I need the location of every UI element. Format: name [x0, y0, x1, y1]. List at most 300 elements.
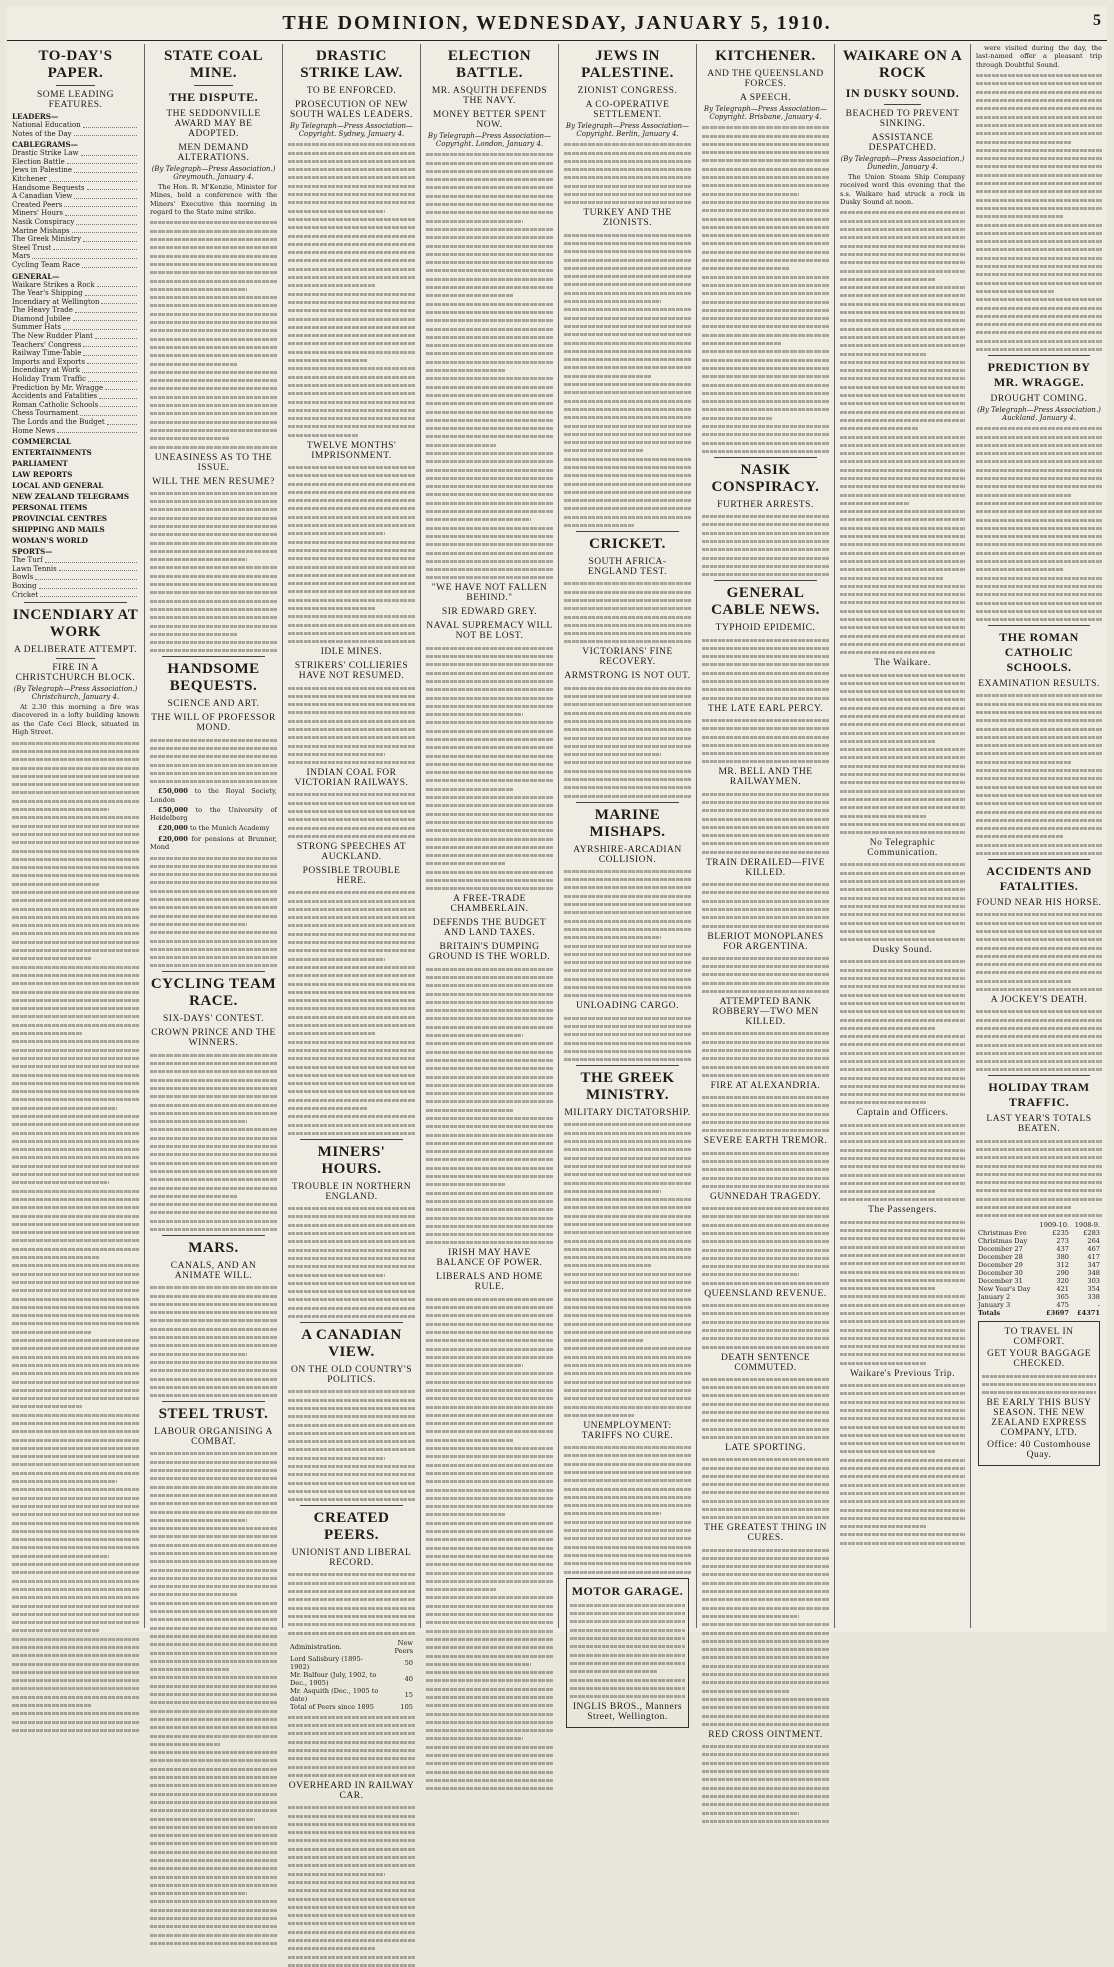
text-line — [702, 1467, 829, 1470]
text-line — [564, 695, 691, 698]
text-line — [150, 1900, 277, 1903]
text-line — [426, 804, 553, 807]
text-line — [288, 1224, 415, 1227]
text-line — [288, 425, 415, 428]
text-line — [702, 1648, 829, 1651]
index-item-label: Imports and Exports — [12, 357, 85, 366]
text-line — [426, 838, 553, 841]
text-line — [840, 1043, 965, 1046]
text-line — [150, 780, 277, 783]
ad-body — [982, 1375, 1096, 1395]
divider — [162, 1235, 265, 1236]
text-line — [426, 1076, 553, 1079]
text-line — [150, 1884, 277, 1887]
text-line — [288, 607, 376, 610]
text-line — [12, 1505, 139, 1508]
text-line — [150, 1618, 277, 1621]
text-line — [702, 325, 829, 328]
text-line — [288, 160, 415, 163]
text-line — [702, 1590, 829, 1593]
text-line — [702, 1224, 829, 1227]
text-line — [564, 516, 691, 519]
text-line — [426, 1721, 553, 1724]
bequest-recipient: for pensions at Brunner, Mond — [150, 834, 277, 851]
text-line — [564, 325, 691, 328]
index-item — [12, 252, 139, 261]
text-line — [150, 1859, 277, 1862]
text-line — [426, 1688, 553, 1691]
text-line — [702, 1723, 829, 1726]
text-line — [976, 494, 1072, 497]
text-line — [564, 870, 691, 873]
text-line — [288, 590, 415, 593]
table-cell: 312 — [1056, 1261, 1069, 1270]
article-subheading: FOUND NEAR HIS HORSE. — [976, 898, 1102, 909]
text-line — [840, 880, 965, 883]
text-line — [426, 386, 553, 389]
article-heading: A CANADIAN VIEW. — [301, 1327, 402, 1361]
text-line — [288, 367, 415, 370]
text-line — [426, 1787, 553, 1790]
text-line — [564, 761, 691, 764]
index-section: NEW ZEALAND TELEGRAMS — [12, 492, 130, 502]
ad-body — [570, 1604, 685, 1698]
text-line — [702, 384, 829, 387]
index-item-label: Kitchener — [12, 174, 47, 183]
text-line — [150, 608, 277, 611]
text-line — [702, 1329, 829, 1332]
text-line — [150, 1552, 277, 1555]
article-heading: MINERS' HOURS. — [317, 1143, 386, 1177]
column-6 — [697, 44, 835, 1740]
table-cell: 347 — [1087, 1261, 1100, 1270]
article-subheading: SIR EDWARD GREY. — [441, 607, 538, 618]
text-line — [288, 720, 415, 723]
text-line — [840, 1392, 965, 1395]
text-line — [288, 524, 415, 527]
bequest-item — [150, 824, 277, 832]
text-line — [150, 923, 247, 926]
text-line — [12, 874, 139, 877]
text-line — [288, 1607, 415, 1610]
text-line — [288, 1873, 385, 1876]
text-line — [12, 941, 139, 944]
table-cell: 348 — [1087, 1269, 1100, 1278]
text-line — [150, 1494, 277, 1497]
text-line — [702, 425, 829, 428]
text-line — [288, 1099, 415, 1102]
article-heading: THE ROMAN CATHOLIC SCHOOLS. — [999, 630, 1079, 675]
text-line — [150, 1477, 277, 1480]
article-body — [288, 1573, 415, 1634]
text-line — [150, 396, 277, 399]
text-line — [840, 806, 965, 809]
text-line — [150, 1378, 277, 1381]
text-line — [976, 331, 1102, 334]
text-line — [564, 474, 691, 477]
text-line — [564, 185, 691, 188]
text-line — [564, 416, 691, 419]
text-line — [702, 957, 829, 960]
text-line — [150, 881, 277, 884]
leader-dots — [39, 582, 137, 589]
text-line — [564, 1190, 661, 1193]
text-line — [702, 1656, 829, 1659]
leader-dots — [82, 261, 137, 268]
text-line — [976, 819, 1102, 822]
text-line — [564, 391, 691, 394]
text-line — [150, 1751, 277, 1754]
text-line — [150, 1726, 277, 1729]
text-line — [288, 1240, 415, 1243]
text-line — [976, 728, 1102, 731]
text-line — [12, 932, 139, 935]
text-line — [426, 976, 553, 979]
text-line — [976, 149, 1102, 152]
text-line — [288, 309, 415, 312]
text-line — [426, 1017, 553, 1020]
text-line — [840, 930, 935, 933]
text-line — [564, 308, 691, 311]
bequest-item — [150, 806, 277, 823]
table-row — [976, 1245, 1102, 1253]
index-item — [12, 184, 139, 193]
index-item — [12, 306, 139, 315]
text-line — [702, 1778, 829, 1781]
text-line — [150, 1070, 277, 1073]
text-line — [702, 1185, 829, 1188]
index-item — [12, 332, 139, 341]
text-line — [840, 1434, 965, 1437]
text-line — [840, 723, 965, 726]
text-line — [150, 948, 277, 951]
text-line — [570, 1679, 685, 1682]
text-line — [976, 1044, 1102, 1047]
article-body — [426, 1298, 553, 1791]
article-subheading: DEATH SENTENCE COMMUTED. — [720, 1352, 811, 1373]
text-line — [12, 1546, 139, 1549]
text-line — [426, 705, 553, 708]
text-line — [288, 793, 415, 796]
text-line — [840, 294, 965, 297]
column-8 — [971, 44, 1107, 1628]
text-line — [840, 1409, 965, 1412]
text-line — [426, 746, 553, 749]
text-line — [702, 1483, 829, 1486]
text-line — [702, 639, 829, 642]
index-item-label: Steel Trust — [12, 243, 52, 252]
text-line — [150, 898, 277, 901]
text-line — [150, 940, 277, 943]
text-line — [840, 674, 965, 677]
text-line — [150, 1319, 277, 1322]
text-line — [840, 386, 965, 389]
text-line — [288, 1931, 415, 1934]
text-line — [150, 1162, 277, 1165]
text-line — [288, 615, 415, 618]
text-line — [840, 253, 965, 256]
text-line — [564, 433, 691, 436]
ad-heading: TO TRAVEL IN COMFORT. — [1004, 1327, 1074, 1348]
table-row — [976, 1277, 1102, 1285]
article-heading: INCENDIARY AT WORK — [12, 607, 139, 641]
text-line — [840, 1246, 965, 1249]
text-line — [840, 1417, 965, 1420]
text-line — [288, 566, 415, 569]
index-item — [12, 244, 139, 253]
text-line — [840, 1459, 965, 1462]
text-line — [564, 953, 691, 956]
index-item — [12, 201, 139, 210]
text-line — [12, 1040, 139, 1043]
text-line — [976, 469, 1102, 472]
advertisement — [978, 1321, 1100, 1466]
text-line — [12, 1522, 139, 1525]
text-line — [702, 1177, 829, 1180]
text-line — [564, 911, 691, 914]
text-line — [976, 124, 1102, 127]
text-line — [12, 1571, 139, 1574]
text-line — [150, 1336, 277, 1339]
table-row — [976, 1237, 1102, 1245]
text-line — [288, 218, 415, 221]
text-line — [426, 688, 553, 691]
index-item-label: A Canadian View — [12, 192, 73, 201]
text-line — [150, 371, 277, 374]
leader-dots — [105, 384, 137, 391]
leader-dots — [83, 349, 137, 356]
table-cell: New Year's Day — [978, 1285, 1031, 1294]
index-item — [12, 358, 139, 367]
text-line — [150, 1834, 277, 1837]
article-subheading: TURKEY AND THE ZIONISTS. — [583, 208, 672, 229]
text-line — [426, 738, 553, 741]
text-line — [570, 1629, 685, 1632]
text-line — [702, 1632, 829, 1635]
text-line — [564, 507, 691, 510]
article-subheading: ZIONIST CONGRESS. — [577, 86, 678, 96]
text-line — [840, 1019, 965, 1022]
text-line — [426, 294, 514, 297]
text-line — [426, 452, 553, 455]
text-line — [976, 444, 1102, 447]
text-line — [12, 858, 139, 861]
index-item-label: The Turf — [12, 556, 43, 565]
index-item — [12, 349, 139, 358]
text-line — [426, 1547, 553, 1550]
article-subheading: ARMSTRONG IS NOT OUT. — [564, 671, 691, 682]
text-line — [564, 1389, 691, 1392]
index-item — [12, 289, 139, 298]
article-subheading: TROUBLE IN NORTHERN ENGLAND. — [291, 1181, 412, 1202]
text-line — [288, 1823, 415, 1826]
text-line — [150, 1892, 247, 1895]
text-line — [564, 786, 691, 789]
text-line — [840, 377, 965, 380]
text-line — [840, 913, 965, 916]
text-line — [840, 568, 965, 571]
index-item-label: Prediction by Mr. Wragge — [12, 383, 104, 392]
index-section: LAW REPORTS — [12, 470, 73, 480]
text-line — [150, 1818, 255, 1821]
text-line — [840, 960, 965, 963]
text-line — [702, 1681, 829, 1684]
text-line — [840, 740, 935, 743]
text-line — [12, 1530, 139, 1533]
text-line — [840, 303, 965, 306]
text-line — [150, 379, 277, 382]
text-line — [702, 1573, 829, 1576]
text-line — [702, 1121, 829, 1124]
text-line — [564, 1529, 691, 1532]
text-line — [840, 1165, 965, 1168]
text-line — [702, 400, 829, 403]
table-cell: 105 — [400, 1702, 413, 1711]
text-line — [12, 1264, 139, 1267]
text-line — [150, 1328, 277, 1331]
text-line — [840, 1329, 965, 1332]
text-line — [426, 394, 553, 397]
text-line — [976, 116, 1102, 119]
article-body — [426, 968, 553, 1245]
text-line — [288, 284, 376, 287]
article-subheading: THE LATE EARL PERCY. — [707, 703, 824, 714]
text-line — [564, 1496, 691, 1499]
text-line — [426, 178, 553, 181]
article-heading: CREATED PEERS. — [313, 1510, 390, 1544]
text-line — [426, 1042, 553, 1045]
text-line — [150, 550, 277, 553]
text-line — [976, 1052, 1102, 1055]
text-line — [840, 494, 965, 497]
text-line — [702, 1557, 829, 1560]
text-line — [702, 284, 829, 287]
text-line — [702, 1812, 799, 1815]
text-line — [150, 1593, 238, 1596]
article-body — [288, 1390, 415, 1501]
text-line — [426, 170, 553, 173]
text-line — [840, 1509, 965, 1512]
text-line — [976, 207, 1102, 210]
text-line — [12, 949, 139, 952]
index-item-label: Teachers' Congress — [12, 340, 82, 349]
tram-traffic-table — [976, 1221, 1102, 1317]
text-line — [12, 1256, 100, 1259]
text-line — [426, 984, 553, 987]
text-line — [426, 1605, 553, 1608]
text-line — [840, 905, 965, 908]
text-line — [288, 1307, 415, 1310]
text-line — [840, 319, 965, 322]
table-cell: December 28 — [978, 1253, 1023, 1262]
text-line — [12, 791, 139, 794]
text-line — [426, 796, 553, 799]
text-line — [840, 790, 965, 793]
text-line — [288, 401, 415, 404]
text-line — [976, 980, 1072, 983]
text-line — [564, 1446, 691, 1449]
article-subheading: IN DUSKY SOUND. — [845, 86, 960, 100]
text-line — [12, 1215, 139, 1218]
column-2 — [145, 44, 283, 1628]
text-line — [150, 1178, 277, 1181]
text-line — [288, 1864, 415, 1867]
text-line — [288, 532, 385, 535]
text-line — [150, 641, 277, 644]
text-line — [976, 273, 1102, 276]
text-line — [564, 969, 691, 972]
text-line — [564, 582, 691, 585]
article-subheading: The Passengers. — [868, 1205, 937, 1216]
text-line — [150, 1511, 277, 1514]
article-body — [702, 719, 829, 763]
text-line — [288, 916, 415, 919]
text-line — [426, 1100, 553, 1103]
text-line — [840, 460, 965, 463]
text-line — [150, 1535, 277, 1538]
text-line — [840, 543, 965, 546]
text-line — [426, 1671, 553, 1674]
text-line — [12, 1098, 139, 1101]
leader-dots — [95, 332, 137, 339]
index-item — [12, 582, 139, 591]
text-line — [840, 1304, 965, 1307]
text-line — [150, 1369, 277, 1372]
leader-dots — [64, 201, 137, 208]
text-line — [564, 640, 691, 643]
text-line — [426, 1455, 553, 1458]
text-line — [12, 1306, 139, 1309]
text-line — [976, 485, 1102, 488]
text-line — [702, 408, 829, 411]
text-line — [12, 974, 139, 977]
text-line — [150, 1187, 277, 1190]
index-item — [12, 401, 139, 410]
text-line — [840, 1035, 965, 1038]
article-subheading: CROWN PRINCE AND THE WINNERS. — [151, 1028, 276, 1049]
text-line — [426, 203, 553, 206]
leader-dots — [83, 341, 137, 348]
text-line — [976, 568, 1063, 571]
text-line — [288, 1598, 415, 1601]
table-cell: Christmas Eve — [978, 1229, 1027, 1238]
article-subheading: MR. BELL AND THE RAILWAYMEN. — [718, 767, 813, 788]
text-line — [150, 280, 277, 283]
table-header — [976, 1221, 1036, 1229]
text-line — [976, 1165, 1102, 1168]
text-line — [570, 1687, 685, 1690]
article-subheading: UNLOADING CARGO. — [576, 1001, 679, 1012]
text-line — [288, 933, 415, 936]
index-item-label: Incendiary at Work — [12, 366, 80, 375]
leader-dots — [65, 209, 137, 216]
text-line — [976, 282, 1102, 285]
text-line — [426, 195, 553, 198]
text-line — [426, 680, 553, 683]
text-line — [12, 1646, 139, 1649]
text-line — [288, 1032, 376, 1035]
text-line — [976, 427, 1102, 430]
article-lead: At 2.30 this morning a fire was discovered in a lofty building known as the Cafe Ceci Block, situated in High Street. — [12, 703, 139, 737]
text-line — [702, 392, 829, 395]
article-subheading: SCIENCE AND ART. — [167, 699, 260, 710]
table-cell: 338 — [1087, 1293, 1100, 1302]
text-line — [426, 1389, 553, 1392]
text-line — [564, 201, 691, 204]
article-heading: PREDICTION BY MR. WRAGGE. — [987, 359, 1091, 389]
text-line — [426, 1183, 505, 1186]
article-subheading: FIRE AT ALEXANDRIA. — [710, 1080, 821, 1091]
